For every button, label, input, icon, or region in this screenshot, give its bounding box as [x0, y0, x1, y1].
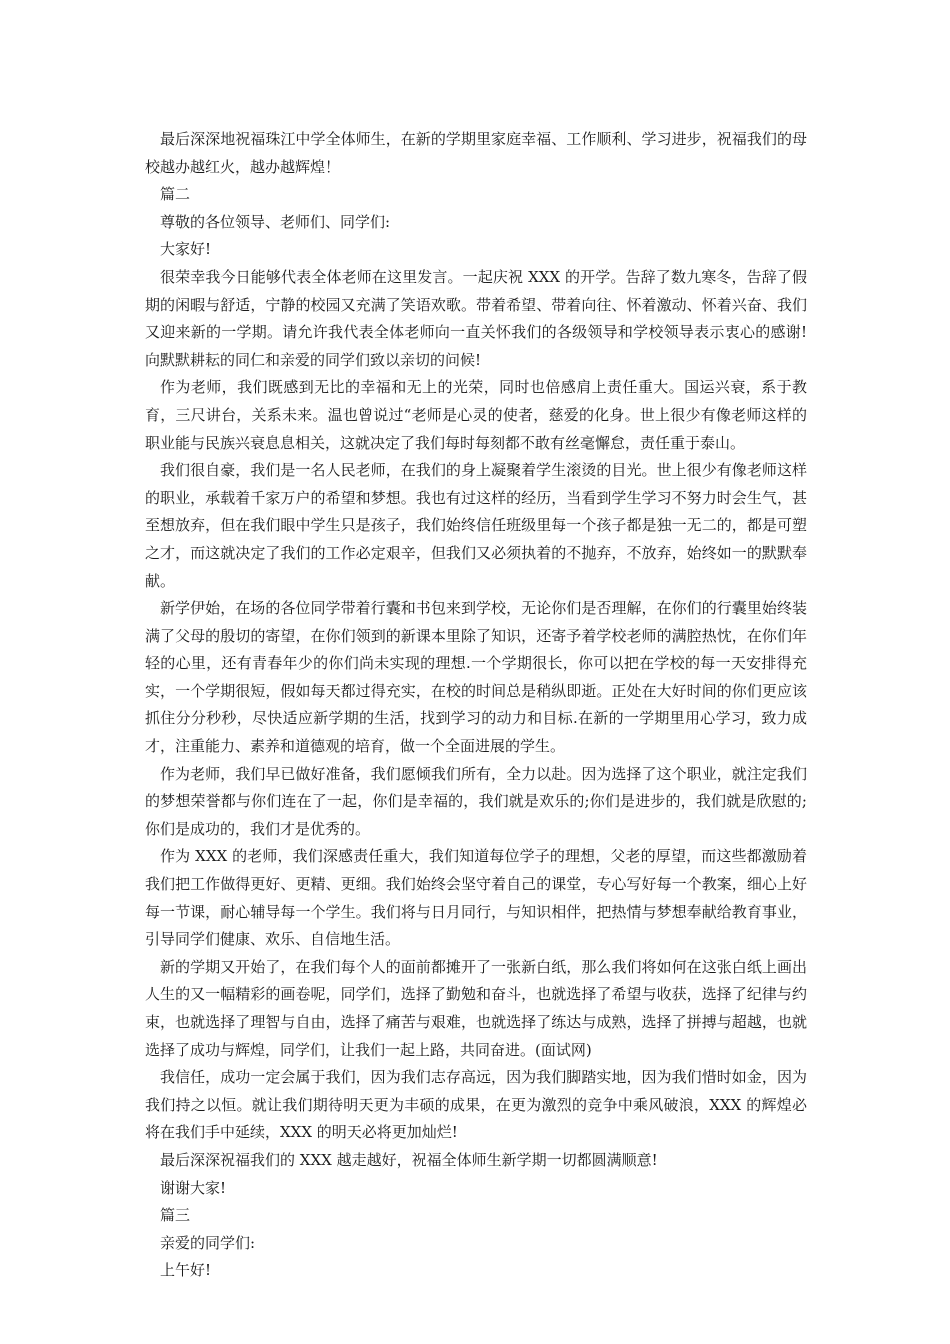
paragraph-opening: 很荣幸我今日能够代表全体老师在这里发言。一起庆祝 XXX 的开学。告辞了数九寒冬，告辞了假期的闲暇与舒适，宁静的校园又充满了笑语欢歌。带着希望、带着向往、怀着激动、怀着兴奋、我们又迎来新的一学期。请允许我代表全体老师向一直关怀我们的各级领导和学校领导表示衷心的感谢!向默默耕耘的同仁和亲爱的同学们致以亲切的问候!	[145, 267, 807, 369]
paragraph-closing-blessing-1: 最后深深地祝福珠江中学全体师生，在新的学期里家庭幸福、工作顺利、学习进步，祝福我们的母校越办越红火，越办越辉煌！	[145, 130, 807, 176]
greeting-morning: 上午好!	[160, 1261, 212, 1280]
section-heading-part-2: 篇二	[160, 185, 191, 204]
paragraph-closing-blessing-2: 最后深深祝福我们的 XXX 越走越好，祝福全体师生新学期一切都圆满顺意!	[160, 1150, 658, 1169]
paragraph-belief: 我信任，成功一定会属于我们，因为我们志存高远，因为我们脚踏实地，因为我们惜时如金，因为我们持之以恒。就让我们期待明天更为丰硕的成果，在更为激烈的竞争中乘风破浪，XXX 的辉煌必将在我们手中延续，XXX 的明天必将更加灿烂!	[145, 1068, 807, 1142]
paragraph-teacher-honor: 作为老师，我们既感到无比的幸福和无上的光荣，同时也倍感肩上责任重大。国运兴衰，系于教育，三尺讲台，关系未来。温也曾说过“老师是心灵的使者，慈爱的化身。世上很少有像老师这样的职业能与民族兴衰息息相关，这就决定了我们每时每刻都不敢有丝毫懈怠，责任重于泰山。	[145, 378, 807, 452]
paragraph-blank-paper: 新的学期又开始了，在我们每个人的面前都摊开了一张新白纸，那么我们将如何在这张白纸上画出人生的又一幅精彩的画卷呢，同学们，选择了勤勉和奋斗，也就选择了希望与收获，选择了纪律与约束，也就选择了理智与自由，选择了痛苦与艰难，也就选择了练达与成熟，选择了拼搏与超越，也就选择了成功与辉煌，同学们，让我们一起上路，共同奋进。(面试网)	[145, 957, 807, 1059]
paragraph-new-semester: 新学伊始，在场的各位同学带着行囊和书包来到学校，无论你们是否理解，在你们的行囊里始终装满了父母的殷切的寄望，在你们领到的新课本里除了知识，还寄予着学校老师的满腔热忱，在你们年轻的心里，还有青春年少的你们尚未实现的理想.一个学期很长，你可以把在学校的每一天安排得充实，一个学期很短，假如每天都过得充实，在校的时间总是稍纵即逝。正处在大好时间的你们更应该抓住分分秒秒，尽快适应新学期的生活，找到学习的动力和目标.在新的一学期里用心学习，致力成才，注重能力、素养和道德观的培育，做一个全面进展的学生。	[145, 599, 807, 756]
salutation: 尊敬的各位领导、老师们、同学们:	[160, 212, 391, 231]
paragraph-teacher-ready: 作为老师，我们早已做好准备，我们愿倾我们所有，全力以赴。因为选择了这个职业，就注定我们的梦想荣誉都与你们连在了一起，你们是幸福的，我们就是欢乐的;你们是进步的，我们就是欣慰的;你们是成功的，我们才是优秀的。	[145, 764, 807, 838]
greeting: 大家好!	[160, 240, 212, 259]
paragraph-responsibility: 作为 XXX 的老师，我们深感责任重大，我们知道每位学子的理想，父老的厚望，而这些都激励着我们把工作做得更好、更精、更细。我们始终会坚守着自己的课堂，专心写好每一个教案，细心上好每一节课，耐心辅导每一个学生。我们将与日月同行，与知识相伴，把热情与梦想奉献给教育事业，引导同学们健康、欢乐、自信地生活。	[145, 847, 807, 949]
salutation-students: 亲爱的同学们:	[160, 1233, 256, 1252]
paragraph-teacher-pride: 我们很自豪，我们是一名人民老师，在我们的身上凝聚着学生滚烫的目光。世上很少有像老师这样的职业，承载着千家万户的希望和梦想。我也有过这样的经历，当看到学生学习不努力时会生气，甚至想放弃，但在我们眼中学生只是孩子，我们始终信任班级里每一个孩子都是独一无二的，都是可塑之才，而这就决定了我们的工作必定艰辛，但我们又必须执着的不抛弃，不放弃，始终如一的默默奉献。	[145, 461, 807, 590]
thanks: 谢谢大家!	[160, 1178, 227, 1197]
section-heading-part-3: 篇三	[160, 1206, 191, 1225]
document-body	[145, 126, 807, 1285]
